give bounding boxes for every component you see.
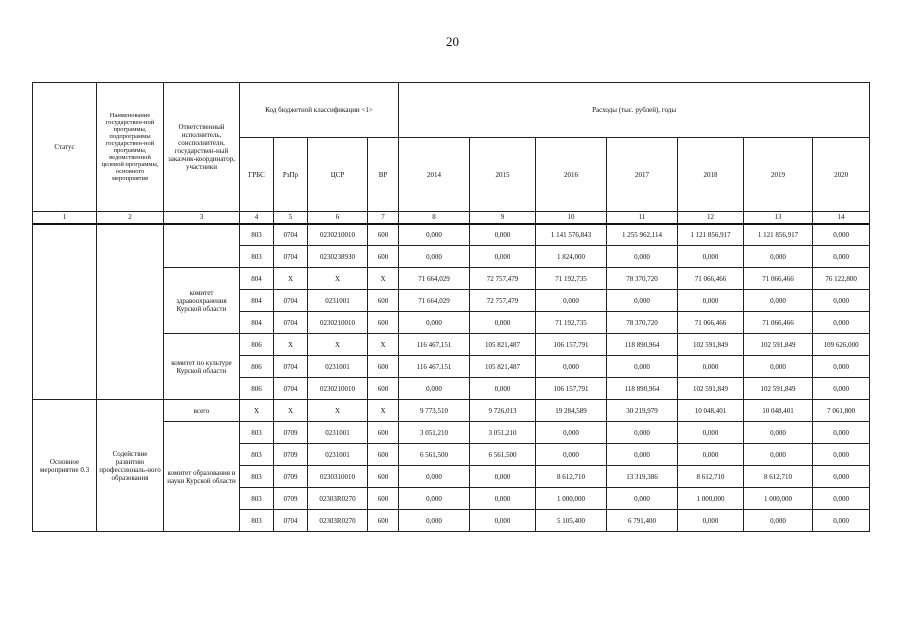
column-number: 10 (536, 212, 607, 224)
cell: 806 (240, 378, 274, 400)
cell: 0,000 (678, 510, 744, 532)
cell: 0,000 (470, 466, 536, 488)
cell: 0,000 (470, 312, 536, 334)
cell: 5 105,400 (536, 510, 607, 532)
cell: 0,000 (744, 246, 813, 268)
responsible-total: всего (164, 400, 240, 422)
cell: 0704 (274, 246, 308, 268)
cell: 02303R0270 (308, 510, 368, 532)
cell: 0704 (274, 290, 308, 312)
cell: 10 048,401 (744, 400, 813, 422)
column-number: 14 (813, 212, 870, 224)
cell: 600 (368, 290, 399, 312)
cell: Х (308, 334, 368, 356)
cell: 0704 (274, 510, 308, 532)
cell: 105 821,487 (470, 356, 536, 378)
cell: 0709 (274, 444, 308, 466)
cell: 0,000 (744, 510, 813, 532)
column-number: 7 (368, 212, 399, 224)
column-numbers-row (33, 212, 870, 224)
cell: 600 (368, 312, 399, 334)
cell: 0,000 (813, 510, 870, 532)
cell: 0,000 (678, 422, 744, 444)
header-vr: ВР (368, 138, 399, 212)
cell: 118 890,964 (607, 334, 678, 356)
cell: 0704 (274, 312, 308, 334)
cell: 0,000 (470, 246, 536, 268)
cell: 0,000 (607, 356, 678, 378)
cell: 0704 (274, 224, 308, 246)
header-grbs: ГРБС (240, 138, 274, 212)
cell: 600 (368, 444, 399, 466)
cell: 0231001 (308, 290, 368, 312)
cell: 0230210010 (308, 312, 368, 334)
cell: Х (308, 268, 368, 290)
header-program-name: Наименование государствен-ной программы, подпрограммы государствен-ной программы, ведомственной целевой программы, основного мероприятия (97, 83, 164, 212)
header-year: 2018 (678, 138, 744, 212)
cell: 804 (240, 268, 274, 290)
cell: 0,000 (813, 444, 870, 466)
cell: 116 467,151 (399, 356, 470, 378)
cell: 0,000 (536, 356, 607, 378)
cell: 0,000 (607, 422, 678, 444)
cell: 803 (240, 224, 274, 246)
cell: 803 (240, 488, 274, 510)
cell: 106 157,791 (536, 378, 607, 400)
cell: 600 (368, 356, 399, 378)
cell: 1 000,000 (678, 488, 744, 510)
cell: 102 591,849 (744, 334, 813, 356)
header-year: 2015 (470, 138, 536, 212)
header-csr: ЦСР (308, 138, 368, 212)
cell: 0,000 (744, 422, 813, 444)
cell: 02303R0270 (308, 488, 368, 510)
cell: 0,000 (399, 224, 470, 246)
cell: 0,000 (813, 378, 870, 400)
cell: 0,000 (536, 290, 607, 312)
cell: 600 (368, 488, 399, 510)
cell: 600 (368, 510, 399, 532)
status-cell-empty (33, 224, 97, 400)
cell: 600 (368, 422, 399, 444)
cell: 0,000 (470, 510, 536, 532)
cell: 10 048,401 (678, 400, 744, 422)
cell: 806 (240, 356, 274, 378)
cell: 9 726,013 (470, 400, 536, 422)
header-status: Статус (33, 83, 97, 212)
cell: 102 591,849 (678, 378, 744, 400)
header-year: 2020 (813, 138, 870, 212)
cell: 0,000 (744, 290, 813, 312)
cell: 3 051,210 (470, 422, 536, 444)
cell: 6 561,500 (399, 444, 470, 466)
cell: 76 122,800 (813, 268, 870, 290)
cell: 71 664,029 (399, 290, 470, 312)
cell: 71 192,735 (536, 312, 607, 334)
cell: 0,000 (399, 466, 470, 488)
cell: 71 066,466 (744, 312, 813, 334)
cell: 71 192,735 (536, 268, 607, 290)
cell: 72 757,479 (470, 290, 536, 312)
cell: 0,000 (678, 444, 744, 466)
cell: 0704 (274, 378, 308, 400)
column-number: 3 (164, 212, 240, 224)
cell: Х (308, 400, 368, 422)
column-number: 1 (33, 212, 97, 224)
cell: 806 (240, 334, 274, 356)
cell: 600 (368, 246, 399, 268)
responsible-committee-education: комитет образования и науки Курской области (164, 422, 240, 532)
cell: 78 370,720 (607, 312, 678, 334)
cell: 71 664,029 (399, 268, 470, 290)
cell: 0230210010 (308, 224, 368, 246)
cell: 0,000 (607, 488, 678, 510)
status-main-activity-03: Основное мероприятие 0.3 (33, 400, 97, 532)
cell: 0,000 (813, 422, 870, 444)
cell: Х (274, 334, 308, 356)
cell: 0709 (274, 466, 308, 488)
column-number: 12 (678, 212, 744, 224)
cell: 78 370,720 (607, 268, 678, 290)
cell: 0,000 (813, 356, 870, 378)
cell: 1 255 962,114 (607, 224, 678, 246)
header-year: 2016 (536, 138, 607, 212)
cell: 0230238930 (308, 246, 368, 268)
cell: 0,000 (744, 444, 813, 466)
cell: 0,000 (607, 246, 678, 268)
cell: 803 (240, 422, 274, 444)
cell: 102 591,849 (678, 334, 744, 356)
responsible-committee-culture: комитет по культуре Курской области (164, 334, 240, 400)
cell: Х (240, 400, 274, 422)
header-year: 2017 (607, 138, 678, 212)
table-row (33, 400, 870, 422)
responsible-cell-empty (164, 224, 240, 268)
cell: 0,000 (678, 290, 744, 312)
cell: 1 824,000 (536, 246, 607, 268)
cell: 8 612,710 (536, 466, 607, 488)
column-number: 5 (274, 212, 308, 224)
column-number: 4 (240, 212, 274, 224)
cell: 0,000 (607, 290, 678, 312)
cell: 804 (240, 312, 274, 334)
cell: 72 757,479 (470, 268, 536, 290)
cell: Х (368, 334, 399, 356)
cell: 0,000 (813, 224, 870, 246)
cell: 8 612,710 (744, 466, 813, 488)
cell: 0,000 (536, 444, 607, 466)
name-vocational-education: Содействие развитию профессиональ-ного образования (97, 400, 164, 532)
cell: 803 (240, 510, 274, 532)
header-expenses: Расходы (тыс. рублей), годы (399, 83, 870, 138)
column-number: 13 (744, 212, 813, 224)
cell: 1 141 576,843 (536, 224, 607, 246)
header-responsible: Ответственный исполнитель, соисполнители, государствен-ный заказчик-координатор, участники (164, 83, 240, 212)
column-number: 6 (308, 212, 368, 224)
cell: 0,000 (470, 488, 536, 510)
cell: 8 612,710 (678, 466, 744, 488)
cell: 6 791,400 (607, 510, 678, 532)
cell: 0704 (274, 356, 308, 378)
cell: 19 284,589 (536, 400, 607, 422)
cell: 0230210010 (308, 378, 368, 400)
cell: 0,000 (678, 246, 744, 268)
table-row (33, 224, 870, 246)
cell: 109 626,000 (813, 334, 870, 356)
cell: 1 121 856,917 (678, 224, 744, 246)
cell: 0,000 (813, 290, 870, 312)
cell: 71 066,466 (678, 312, 744, 334)
column-number: 2 (97, 212, 164, 224)
cell: 0,000 (399, 378, 470, 400)
header-year: 2019 (744, 138, 813, 212)
cell: 0709 (274, 422, 308, 444)
cell: 106 157,791 (536, 334, 607, 356)
cell: 0,000 (536, 422, 607, 444)
cell: 105 821,487 (470, 334, 536, 356)
cell: 600 (368, 224, 399, 246)
cell: Х (368, 268, 399, 290)
column-number: 11 (607, 212, 678, 224)
cell: 803 (240, 444, 274, 466)
cell: 116 467,151 (399, 334, 470, 356)
cell: Х (274, 400, 308, 422)
cell: 0231001 (308, 422, 368, 444)
cell: 7 061,800 (813, 400, 870, 422)
cell: 0709 (274, 488, 308, 510)
cell: 0,000 (813, 488, 870, 510)
cell: 0,000 (399, 312, 470, 334)
cell: 803 (240, 246, 274, 268)
cell: 600 (368, 378, 399, 400)
page-number: 20 (446, 34, 459, 49)
cell: 0231001 (308, 444, 368, 466)
cell: 118 890,964 (607, 378, 678, 400)
cell: 71 066,466 (678, 268, 744, 290)
column-number: 9 (470, 212, 536, 224)
cell: 0,000 (399, 246, 470, 268)
cell: 71 066,466 (744, 268, 813, 290)
cell: Х (274, 268, 308, 290)
cell: 1 121 856,917 (744, 224, 813, 246)
cell: 3 051,210 (399, 422, 470, 444)
cell: 803 (240, 466, 274, 488)
column-number: 8 (399, 212, 470, 224)
cell: 804 (240, 290, 274, 312)
header-budget-code: Код бюджетной классификации <1> (240, 83, 399, 138)
cell: 102 591,849 (744, 378, 813, 400)
cell: 600 (368, 466, 399, 488)
cell: 0,000 (744, 356, 813, 378)
cell: 1 000,000 (536, 488, 607, 510)
cell: 13 319,386 (607, 466, 678, 488)
header-year: 2014 (399, 138, 470, 212)
cell: 0231001 (308, 356, 368, 378)
cell: 0,000 (399, 488, 470, 510)
cell: Х (368, 400, 399, 422)
responsible-committee-health: комитет здравоохранения Курской области (164, 268, 240, 334)
header-rzpr: РзПр (274, 138, 308, 212)
cell: 0,000 (678, 356, 744, 378)
cell: 6 561,500 (470, 444, 536, 466)
cell: 30 219,979 (607, 400, 678, 422)
cell: 0,000 (813, 312, 870, 334)
cell: 9 773,510 (399, 400, 470, 422)
cell: 0,000 (813, 466, 870, 488)
budget-table (32, 82, 870, 532)
cell: 0,000 (399, 510, 470, 532)
cell: 0,000 (813, 246, 870, 268)
cell: 0,000 (607, 444, 678, 466)
cell: 0,000 (470, 224, 536, 246)
cell: 0,000 (470, 378, 536, 400)
cell: 0230310010 (308, 466, 368, 488)
name-cell-empty (97, 224, 164, 400)
cell: 1 000,000 (744, 488, 813, 510)
